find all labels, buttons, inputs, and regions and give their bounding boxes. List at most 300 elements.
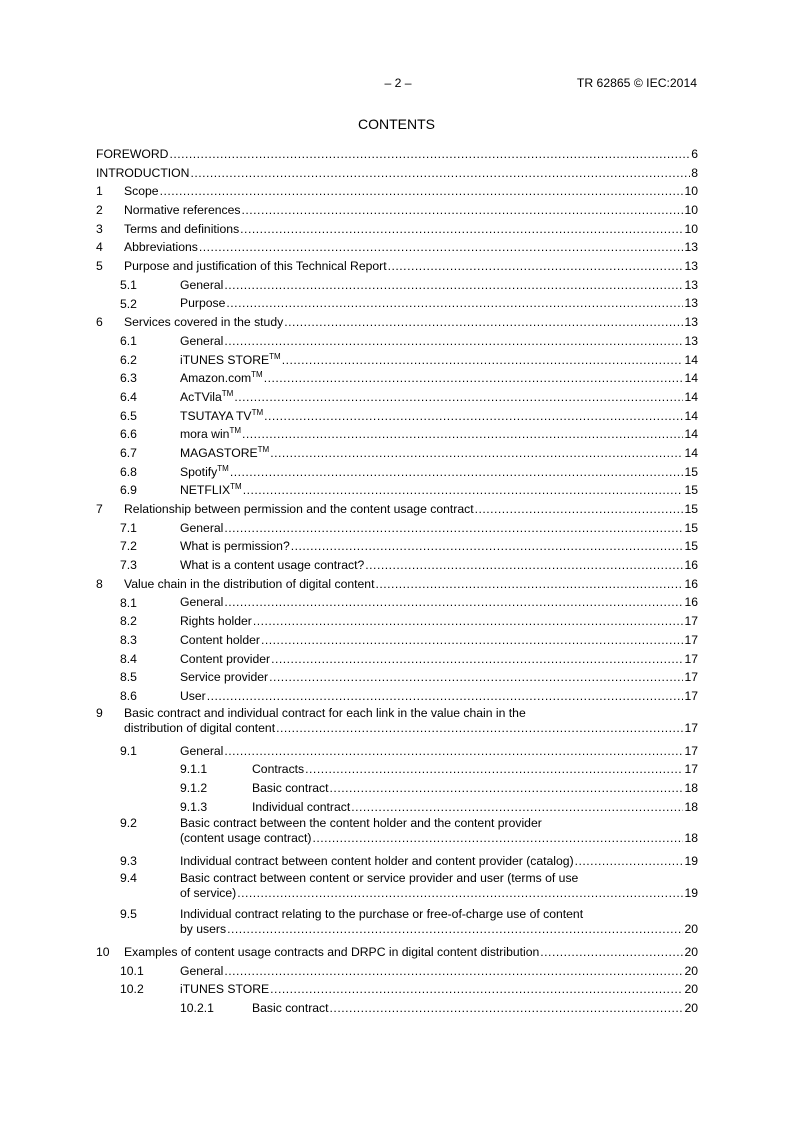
toc-entry[interactable]	[96, 425, 698, 444]
toc-entry[interactable]	[96, 575, 698, 594]
toc-entry-title	[180, 687, 698, 706]
toc-entry[interactable]	[96, 481, 698, 500]
toc-entry-number: 9.3	[120, 854, 137, 869]
dot-leader	[224, 742, 683, 761]
toc-entry-label	[252, 999, 329, 1018]
toc-entry-label	[124, 257, 387, 276]
toc-entry-label-text: Individual contract	[252, 799, 351, 814]
toc-entry-number: 10	[96, 945, 110, 960]
toc-entry[interactable]	[96, 556, 698, 575]
toc-entry[interactable]	[96, 295, 698, 314]
toc-entry[interactable]	[96, 871, 698, 907]
toc-entry-page: 15	[684, 539, 698, 554]
toc-entry-page: 8	[691, 165, 698, 180]
toc-entry[interactable]	[96, 706, 698, 742]
toc-entry-page: 13	[684, 277, 698, 292]
toc-entry-page: 14	[684, 445, 698, 460]
toc-entry-label-text: Services covered in the study	[124, 315, 284, 330]
toc-entry-page: 19	[684, 886, 698, 901]
toc-entry-label-text: Relationship between permission and the content usage contract	[124, 502, 474, 517]
toc-entry-second-line	[180, 831, 698, 846]
toc-entry-label	[180, 742, 223, 761]
dot-leader	[330, 999, 684, 1018]
toc-entry-label	[180, 852, 574, 871]
toc-entry-page: 18	[684, 780, 698, 795]
toc-entry-number: 8.1	[120, 595, 137, 610]
toc-entry[interactable]	[96, 182, 698, 201]
toc-entry[interactable]	[96, 668, 698, 687]
toc-entry-number: 8.5	[120, 670, 137, 685]
toc-entry-title	[180, 980, 698, 999]
toc-entry-label	[180, 650, 270, 669]
toc-entry-label-text: TSUTAYA TV	[180, 408, 252, 423]
toc-entry-title	[180, 742, 698, 761]
toc-entry[interactable]	[96, 999, 698, 1018]
toc-entry-label-text: Purpose and justification of this Technical Report	[124, 259, 387, 274]
toc-entry[interactable]	[96, 798, 698, 817]
toc-entry-number: 3	[96, 221, 103, 236]
toc-entry-title	[180, 407, 698, 426]
toc-entry[interactable]	[96, 687, 698, 706]
toc-entry-label	[180, 276, 223, 295]
toc-entry-label	[96, 164, 189, 183]
toc-entry-number: 6.6	[120, 427, 137, 442]
toc-entry-label-text: General	[180, 743, 224, 758]
toc-entry-label-text: Terms and definitions	[124, 221, 240, 236]
toc-entry-title	[180, 276, 698, 295]
toc-entry-label-text: General	[180, 595, 224, 610]
toc-entry-number: 9.1	[120, 743, 137, 758]
dot-leader	[226, 294, 683, 313]
toc-entry-page: 17	[684, 670, 698, 685]
toc-entry-number: 5.2	[120, 296, 137, 311]
toc-entry[interactable]	[96, 351, 698, 370]
toc-entry-label	[252, 798, 350, 817]
toc-entry-title	[180, 537, 698, 556]
toc-entry-label-continued: (content usage contract)	[180, 831, 312, 846]
toc-entry[interactable]	[96, 962, 698, 981]
toc-entry-number: 7	[96, 502, 103, 517]
toc-entry-title	[124, 500, 698, 519]
toc-entry-label-text: Amazon.com	[180, 371, 252, 386]
toc-entry-title	[180, 295, 698, 314]
toc-entry-number: 9.2	[120, 816, 137, 831]
toc-entry-title	[180, 631, 698, 650]
toc-entry-label-text: User	[180, 688, 206, 703]
toc-entry[interactable]	[96, 164, 698, 183]
toc-entry-label-text: Value chain in the distribution of digital content	[124, 576, 375, 591]
toc-entry-label-text: iTUNES STORE	[180, 982, 270, 997]
toc-entry-label-text: NETFLIX	[180, 483, 231, 498]
table-of-contents	[96, 145, 698, 1018]
toc-entry[interactable]	[96, 816, 698, 852]
toc-entry-label	[180, 612, 252, 631]
toc-entry-title	[180, 556, 698, 575]
dot-leader	[312, 831, 683, 846]
toc-entry-page: 17	[684, 688, 698, 703]
toc-entry-label: Basic contract and individual contract for each link in the value chain in the	[124, 705, 526, 720]
toc-entry-page: 16	[684, 576, 698, 591]
toc-entry-page: 17	[684, 632, 698, 647]
dot-leader	[160, 182, 684, 201]
toc-entry-page: 15	[684, 483, 698, 498]
toc-entry-label-text: Content provider	[180, 651, 271, 666]
toc-entry-label-text: Abbreviations	[124, 240, 198, 255]
toc-entry-page: 16	[684, 595, 698, 610]
dot-leader	[388, 257, 684, 276]
toc-entry-number: 6.3	[120, 371, 137, 386]
dot-leader	[540, 943, 683, 962]
dot-leader	[261, 631, 683, 650]
dot-leader	[271, 650, 683, 669]
document-reference: TR 62865 © IEC:2014	[576, 76, 697, 90]
toc-entry[interactable]	[96, 201, 698, 220]
toc-entry-label-text: Rights holder	[180, 614, 252, 629]
dot-leader	[234, 388, 683, 407]
toc-entry[interactable]	[96, 313, 698, 332]
page-number: – 2 –	[384, 76, 412, 90]
toc-entry-page: 19	[684, 854, 698, 869]
toc-entry-page: 13	[684, 315, 698, 330]
toc-entry-page: 20	[684, 982, 698, 997]
toc-entry-label	[180, 593, 223, 612]
toc-entry[interactable]	[96, 612, 698, 631]
toc-entry-label	[124, 500, 474, 519]
toc-entry-number: 6	[96, 315, 103, 330]
toc-entry-label	[124, 220, 239, 239]
dot-leader	[199, 238, 684, 257]
toc-entry-label-text: Scope	[124, 184, 159, 199]
toc-entry-label	[124, 182, 159, 201]
toc-entry-label	[180, 519, 223, 538]
toc-entry[interactable]	[96, 907, 698, 943]
toc-entry-page: 15	[684, 502, 698, 517]
toc-entry-title	[180, 388, 698, 407]
toc-entry-title	[180, 519, 698, 538]
toc-entry-title	[180, 369, 698, 388]
toc-entry-second-line	[180, 886, 698, 901]
dot-leader	[240, 220, 683, 239]
toc-entry-title	[180, 650, 698, 669]
toc-entry-title	[124, 220, 698, 239]
toc-entry-label-text: What is a content usage contract?	[180, 558, 365, 573]
toc-entry-label-text: Basic contract	[252, 780, 329, 795]
toc-entry-page: 13	[684, 240, 698, 255]
toc-entry-title	[124, 182, 698, 201]
toc-entry-number: 6.5	[120, 408, 137, 423]
toc-entry-number: 8	[96, 576, 103, 591]
toc-entry-page: 14	[684, 352, 698, 367]
toc-entry-number: 1	[96, 184, 103, 199]
dot-leader	[282, 351, 684, 370]
trademark-mark: TM	[269, 351, 281, 361]
toc-entry-label	[252, 779, 329, 798]
toc-entry-label	[180, 537, 290, 556]
toc-entry-label-text: Normative references	[124, 203, 241, 218]
toc-entry-page: 10	[684, 184, 698, 199]
toc-entry-label	[180, 351, 281, 370]
toc-entry[interactable]	[96, 369, 698, 388]
toc-entry-label-text: Purpose	[180, 296, 226, 311]
toc-entry-title	[180, 612, 698, 631]
dot-leader	[305, 760, 683, 779]
dot-leader	[242, 201, 684, 220]
toc-entry-number: 9.5	[120, 907, 137, 922]
toc-entry[interactable]	[96, 943, 698, 962]
toc-entry-label-text: What is permission?	[180, 539, 290, 554]
toc-entry-label	[96, 145, 168, 164]
dot-leader	[284, 313, 683, 332]
dot-leader	[224, 276, 683, 295]
toc-entry[interactable]	[96, 760, 698, 779]
toc-entry-number: 10.2	[120, 982, 144, 997]
toc-entry[interactable]	[96, 519, 698, 538]
toc-entry[interactable]	[96, 238, 698, 257]
toc-entry-title	[180, 425, 698, 444]
toc-entry-page: 20	[684, 1001, 698, 1016]
toc-entry[interactable]	[96, 631, 698, 650]
toc-entry-title	[124, 238, 698, 257]
toc-entry-label	[180, 407, 263, 426]
dot-leader	[224, 593, 683, 612]
toc-entry-label-text: Contracts	[252, 762, 305, 777]
toc-entry-number: 7.1	[120, 520, 137, 535]
dot-leader	[224, 519, 683, 538]
dot-leader	[291, 537, 684, 556]
trademark-mark: TM	[251, 370, 263, 380]
toc-entry-label-continued: of service)	[180, 886, 237, 901]
toc-entry-second-line	[180, 922, 698, 937]
toc-entry-label	[180, 687, 206, 706]
toc-entry[interactable]	[96, 388, 698, 407]
dot-leader	[224, 332, 683, 351]
toc-entry-title	[124, 201, 698, 220]
toc-entry-title	[180, 962, 698, 981]
toc-entry-title	[252, 999, 698, 1018]
toc-entry-label-text: AcTVila	[180, 389, 222, 404]
toc-entry-label-text: Spotify	[180, 464, 218, 479]
toc-entry-title	[180, 668, 698, 687]
toc-entry-number: 6.1	[120, 333, 137, 348]
toc-entry-page: 10	[684, 203, 698, 218]
toc-entry-number: 9.1.1	[180, 762, 208, 777]
toc-entry-title	[180, 852, 698, 871]
toc-entry-label-text: mora win	[180, 427, 230, 442]
toc-entry-label-text: Content holder	[180, 632, 260, 647]
toc-entry-number: 5.1	[120, 277, 137, 292]
trademark-mark: TM	[217, 463, 229, 473]
toc-entry-title	[180, 332, 698, 351]
toc-entry-label	[180, 463, 229, 482]
toc-entry-label	[180, 369, 263, 388]
toc-entry-page: 20	[684, 963, 698, 978]
toc-entry-title	[180, 907, 698, 943]
toc-entry-number: 5	[96, 259, 103, 274]
toc-entry-label	[124, 943, 539, 962]
dot-leader	[227, 922, 683, 937]
dot-leader	[169, 145, 690, 164]
toc-entry-label-text: Basic contract	[252, 1001, 329, 1016]
toc-entry-title	[252, 760, 698, 779]
dot-leader	[237, 886, 683, 901]
toc-entry-label-text: FOREWORD	[96, 146, 169, 161]
toc-entry-page: 15	[684, 520, 698, 535]
toc-entry-label-text: Service provider	[180, 670, 269, 685]
toc-entry-label: Individual contract relating to the purchase or free-of-charge use of content	[180, 907, 584, 922]
dot-leader	[351, 798, 683, 817]
dot-leader	[330, 779, 684, 798]
toc-entry-title	[180, 594, 698, 613]
dot-leader	[365, 556, 683, 575]
toc-entry-title	[180, 816, 698, 852]
dot-leader	[270, 980, 683, 999]
toc-entry[interactable]	[96, 220, 698, 239]
toc-entry-number: 7.3	[120, 558, 137, 573]
toc-entry-label	[124, 201, 241, 220]
dot-leader	[264, 407, 683, 426]
toc-entry[interactable]	[96, 145, 698, 164]
toc-entry-title	[180, 463, 698, 482]
toc-entry[interactable]	[96, 742, 698, 761]
toc-entry-label-text: iTUNES STORE	[180, 352, 270, 367]
toc-entry-label-text: Individual contract between content holder and content provider (catalog)	[180, 854, 574, 869]
toc-entry-page: 14	[684, 427, 698, 442]
toc-entry-label: Basic contract between the content holder and the content provider	[180, 816, 542, 831]
dot-leader	[269, 668, 683, 687]
dot-leader	[243, 481, 684, 500]
toc-entry-page: 18	[684, 831, 698, 846]
toc-entry-number: 4	[96, 240, 103, 255]
trademark-mark: TM	[229, 426, 242, 436]
toc-entry-title	[96, 145, 698, 164]
toc-entry-number: 7.2	[120, 539, 137, 554]
toc-entry-number: 2	[96, 203, 103, 218]
trademark-mark: TM	[251, 407, 264, 417]
toc-entry[interactable]	[96, 500, 698, 519]
toc-entry-title	[96, 164, 698, 183]
toc-entry-page: 6	[691, 146, 698, 161]
toc-entry-page: 14	[684, 371, 698, 386]
toc-entry[interactable]	[96, 407, 698, 426]
toc-entry-number: 6.7	[120, 446, 137, 460]
toc-entry-second-line	[124, 721, 698, 736]
toc-entry[interactable]	[96, 257, 698, 276]
toc-entry[interactable]	[96, 779, 698, 798]
toc-entry-number: 8.3	[120, 632, 137, 647]
dot-leader	[224, 962, 683, 981]
toc-entry-number: 10.1	[120, 963, 144, 978]
toc-entry-page: 17	[684, 614, 698, 629]
toc-entry-title	[252, 779, 698, 798]
dot-leader	[575, 852, 684, 871]
toc-entry-label	[252, 760, 304, 779]
toc-entry-label-text: General	[180, 520, 224, 535]
toc-entry-page: 13	[684, 333, 698, 348]
toc-entry-title	[180, 871, 698, 907]
toc-entry-title	[124, 706, 698, 742]
dot-leader	[475, 500, 684, 519]
dot-leader	[270, 444, 683, 463]
dot-leader	[276, 721, 683, 736]
dot-leader	[253, 612, 684, 631]
toc-entry-title	[124, 313, 698, 332]
dot-leader	[190, 164, 690, 183]
toc-entry-number: 9.1.3	[180, 799, 208, 814]
toc-entry-label	[180, 631, 260, 650]
toc-entry-number: 6.9	[120, 483, 137, 498]
toc-entry-number: 9.4	[120, 871, 137, 886]
toc-entry-title	[180, 351, 698, 370]
toc-entry-page: 20	[684, 922, 698, 937]
toc-entry-label-text: MAGASTORE	[180, 445, 258, 460]
toc-entry-label: Basic contract between content or service provider and user (terms of use	[180, 871, 579, 886]
toc-entry-title	[124, 943, 698, 962]
toc-entry-page: 16	[684, 558, 698, 573]
toc-entry-page: 17	[684, 651, 698, 666]
toc-entry-page: 14	[684, 408, 698, 423]
toc-entry-label	[124, 575, 374, 594]
toc-entry-page: 13	[684, 259, 698, 274]
toc-entry[interactable]	[96, 594, 698, 613]
toc-entry[interactable]	[96, 650, 698, 669]
toc-entry[interactable]	[96, 852, 698, 871]
toc-entry-label	[180, 444, 269, 463]
toc-entry-label	[180, 481, 242, 500]
toc-entry[interactable]	[96, 980, 698, 999]
toc-entry-page: 18	[684, 799, 698, 814]
toc-entry[interactable]	[96, 444, 698, 463]
toc-entry-title	[180, 444, 698, 463]
toc-entry-number: 6.4	[120, 389, 137, 404]
toc-entry-page: 17	[684, 743, 698, 758]
toc-entry-number: 6.2	[120, 352, 137, 367]
toc-entry-number: 8.4	[120, 651, 137, 666]
toc-entry[interactable]	[96, 276, 698, 295]
toc-entry[interactable]	[96, 463, 698, 482]
toc-entry-title	[180, 481, 698, 500]
toc-entry[interactable]	[96, 332, 698, 351]
toc-entry-page: 17	[684, 762, 698, 777]
toc-entry-number: 8.2	[120, 614, 137, 629]
toc-entry-number: 8.6	[120, 688, 137, 703]
dot-leader	[375, 575, 683, 594]
toc-entry-page: 20	[684, 945, 698, 960]
toc-entry-label-text: General	[180, 963, 224, 978]
toc-entry-label	[180, 388, 233, 407]
toc-entry-label-text: INTRODUCTION	[96, 165, 190, 180]
toc-entry-number: 9	[96, 705, 103, 720]
toc-entry-label-text: Examples of content usage contracts and DRPC in digital content distribution	[124, 945, 540, 960]
toc-entry-page: 10	[684, 221, 698, 236]
toc-entry-label-text: General	[180, 333, 224, 348]
toc-entry-title	[252, 798, 698, 817]
toc-entry-label	[180, 425, 241, 444]
trademark-mark: TM	[257, 444, 270, 454]
trademark-mark: TM	[221, 388, 234, 398]
dot-leader	[242, 425, 683, 444]
dot-leader	[264, 369, 684, 388]
toc-entry-label	[124, 313, 283, 332]
toc-entry-label	[180, 332, 223, 351]
toc-entry-page: 13	[684, 296, 698, 311]
toc-entry-label-text: General	[180, 277, 224, 292]
dot-leader	[230, 463, 684, 482]
toc-entry[interactable]	[96, 537, 698, 556]
toc-entry-label	[180, 556, 364, 575]
toc-entry-label	[180, 668, 268, 687]
toc-entry-label	[124, 238, 198, 257]
toc-entry-number: 9.1.2	[180, 781, 208, 795]
